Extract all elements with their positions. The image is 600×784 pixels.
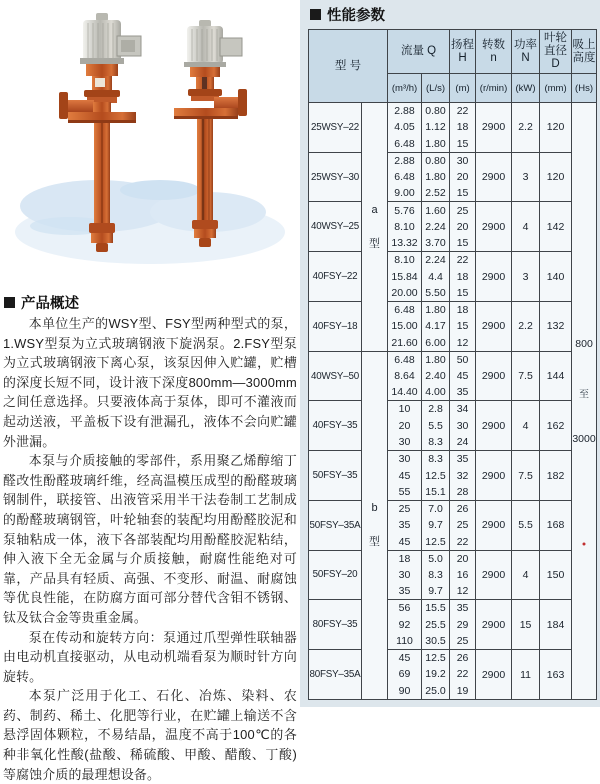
- table-cell-model: 40FSY–18: [309, 301, 362, 351]
- table-cell-power: 4: [512, 202, 540, 252]
- table-cell-flow-m3h: 55: [388, 484, 422, 501]
- table-cell-impeller: 140: [540, 252, 572, 302]
- table-cell-head: 19: [450, 683, 476, 700]
- unit-m3h: (m³/h): [388, 74, 422, 103]
- table-cell-impeller: 162: [540, 401, 572, 451]
- unit-kw: (kW): [512, 74, 540, 103]
- table-cell-flow-m3h: 2.88: [388, 103, 422, 120]
- table-row: [309, 650, 597, 667]
- table-cell-flow-m3h: 45: [388, 534, 422, 551]
- table-cell-head: 15: [450, 318, 476, 335]
- table-cell-flow-ls: 4.17: [422, 318, 450, 335]
- table-cell-head: 32: [450, 467, 476, 484]
- table-row: [309, 252, 597, 269]
- table-cell-flow-ls: 2.24: [422, 219, 450, 236]
- table-cell-flow-ls: 12.5: [422, 650, 450, 667]
- table-cell-impeller: 168: [540, 500, 572, 550]
- table-cell-head: 24: [450, 434, 476, 451]
- table-cell-impeller: 150: [540, 550, 572, 600]
- paragraph: 本泵与介质接触的零部件，系用聚乙烯醇缩丁醛改性酚醛玻璃纤维，经高温模压成型的酚醛玻璃钢制件，联接管、出液管采用半干法卷制工艺制成的酚醛玻璃钢管，叶轮轴套的装配均用酚醛胶泥和泵轴粘成一体，液下各部装配均用酚醛胶泥粘结，伸入液下全无金属与介质接触，耐腐性能绝对可靠，产品具有轻质、高强、不变形、耐温、耐腐蚀等优良性能，在防腐方面可部分替代含钼不锈钢、钛及钛合金等贵重金属。: [3, 453, 297, 625]
- table-cell-head: 34: [450, 401, 476, 418]
- table-cell-flow-m3h: 10: [388, 401, 422, 418]
- overview-heading: [4, 292, 79, 313]
- table-cell-flow-m3h: 6.48: [388, 301, 422, 318]
- table-cell-impeller: 132: [540, 301, 572, 351]
- table-cell-flow-ls: 9.7: [422, 517, 450, 534]
- unit-mm: (mm): [540, 74, 572, 103]
- table-cell-flow-m3h: 30: [388, 451, 422, 468]
- table-cell-flow-m3h: 35: [388, 583, 422, 600]
- table-cell-head: 15: [450, 185, 476, 202]
- table-group-cell: a 型: [362, 103, 388, 352]
- pump-photo: [0, 0, 300, 290]
- table-cell-flow-ls: 25.0: [422, 683, 450, 700]
- table-cell-flow-m3h: 45: [388, 467, 422, 484]
- table-cell-flow-ls: 8.3: [422, 434, 450, 451]
- table-cell-flow-ls: 0.80: [422, 103, 450, 120]
- col-header-impeller: 叶轮 直径 D: [540, 30, 572, 74]
- paragraph: 泵在传动和旋转方向：泵通过爪型弹性联轴器由电动机直接驱动，从电动机端看泵为顺时针方向旋转。: [3, 629, 297, 684]
- table-row: [309, 550, 597, 567]
- table-cell-head: 26: [450, 650, 476, 667]
- table-cell-head: 18: [450, 119, 476, 136]
- table-cell-flow-m3h: 21.60: [388, 335, 422, 352]
- table-cell-flow-m3h: 69: [388, 666, 422, 683]
- table-cell-flow-ls: 1.80: [422, 169, 450, 186]
- print-artifact-dot: [583, 543, 586, 546]
- table-cell-power: 7.5: [512, 351, 540, 401]
- table-cell-flow-m3h: 56: [388, 600, 422, 617]
- table-cell-flow-m3h: 8.10: [388, 219, 422, 236]
- table-cell-impeller: 120: [540, 103, 572, 153]
- table-cell-head: 50: [450, 351, 476, 368]
- table-cell-flow-m3h: 8.64: [388, 368, 422, 385]
- table-cell-head: 22: [450, 252, 476, 269]
- table-cell-flow-m3h: 4.05: [388, 119, 422, 136]
- table-cell-flow-ls: 0.80: [422, 152, 450, 169]
- table-cell-flow-m3h: 6.48: [388, 136, 422, 153]
- table-cell-model: 80FSY–35A: [309, 650, 362, 700]
- table-cell-flow-ls: 6.00: [422, 335, 450, 352]
- col-header-model: 型 号: [309, 30, 388, 103]
- table-cell-flow-ls: 1.80: [422, 136, 450, 153]
- table-cell-flow-ls: 5.5: [422, 417, 450, 434]
- unit-rmin: (r/min): [476, 74, 512, 103]
- table-cell-flow-ls: 15.1: [422, 484, 450, 501]
- table-cell-flow-ls: 5.0: [422, 550, 450, 567]
- table-cell-head: 20: [450, 550, 476, 567]
- performance-table: [308, 29, 597, 700]
- col-header-flow: 流量 Q: [388, 30, 450, 74]
- table-cell-head: 45: [450, 368, 476, 385]
- table-cell-flow-m3h: 20: [388, 417, 422, 434]
- table-cell-power: 2.2: [512, 103, 540, 153]
- table-cell-speed: 2900: [476, 500, 512, 550]
- table-row: [309, 202, 597, 219]
- table-cell-flow-ls: 4.00: [422, 384, 450, 401]
- table-cell-impeller: 120: [540, 152, 572, 202]
- table-cell-head: 22: [450, 534, 476, 551]
- table-cell-flow-ls: 7.0: [422, 500, 450, 517]
- table-cell-power: 7.5: [512, 451, 540, 501]
- section-bullet-icon: [4, 297, 15, 308]
- table-row: [309, 301, 597, 318]
- table-cell-power: 15: [512, 600, 540, 650]
- water-shadow: [15, 180, 285, 264]
- table-cell-head: 22: [450, 103, 476, 120]
- table-cell-flow-ls: 1.80: [422, 351, 450, 368]
- table-row: [309, 451, 597, 468]
- right-panel: [300, 0, 600, 707]
- table-cell-flow-m3h: 18: [388, 550, 422, 567]
- table-cell-flow-ls: 12.5: [422, 467, 450, 484]
- table-cell-flow-m3h: 8.10: [388, 252, 422, 269]
- table-cell-model: 25WSY–30: [309, 152, 362, 202]
- unit-m: (m): [450, 74, 476, 103]
- table-cell-flow-m3h: 15.00: [388, 318, 422, 335]
- table-cell-speed: 2900: [476, 600, 512, 650]
- table-cell-speed: 2900: [476, 401, 512, 451]
- table-cell-head: 25: [450, 517, 476, 534]
- table-cell-head: 15: [450, 235, 476, 252]
- table-row: [309, 500, 597, 517]
- table-cell-flow-ls: 1.12: [422, 119, 450, 136]
- table-cell-speed: 2900: [476, 202, 512, 252]
- table-cell-flow-ls: 1.80: [422, 301, 450, 318]
- col-header-speed: 转数 n: [476, 30, 512, 74]
- table-cell-head: 15: [450, 285, 476, 302]
- table-cell-head: 30: [450, 417, 476, 434]
- table-cell-flow-ls: 30.5: [422, 633, 450, 650]
- table-cell-flow-m3h: 9.00: [388, 185, 422, 202]
- table-cell-flow-ls: 5.50: [422, 285, 450, 302]
- paragraph: 本单位生产的WSY型、FSY型两种型式的泵，1.WSY型泵为立式玻璃钢液下旋涡泵。2.FSY型泵为立式玻璃钢液下离心泵，该泵因伸入贮罐，贮槽的深度长短不同，设计液下深度800mm—3000mm之间任意选择。只要液体高于泵体，即可不灌液而起动送液，平盖板下设有泄漏孔，液体不会向贮罐外泄漏。: [3, 316, 297, 449]
- table-cell-head: 35: [450, 384, 476, 401]
- table-cell-flow-ls: 1.60: [422, 202, 450, 219]
- table-cell-power: 2.2: [512, 301, 540, 351]
- table-cell-head: 35: [450, 600, 476, 617]
- table-row: [309, 152, 597, 169]
- table-cell-head: 22: [450, 666, 476, 683]
- left-panel: [0, 0, 300, 782]
- table-cell-flow-ls: 9.7: [422, 583, 450, 600]
- table-cell-flow-m3h: 110: [388, 633, 422, 650]
- table-cell-flow-m3h: 6.48: [388, 351, 422, 368]
- table-cell-speed: 2900: [476, 301, 512, 351]
- table-row: [309, 600, 597, 617]
- table-cell-speed: 2900: [476, 550, 512, 600]
- table-cell-head: 18: [450, 268, 476, 285]
- overview-text: [3, 314, 297, 784]
- table-cell-flow-m3h: 90: [388, 683, 422, 700]
- pump-illustration: [0, 0, 300, 290]
- table-cell-flow-m3h: 13.32: [388, 235, 422, 252]
- table-cell-impeller: 144: [540, 351, 572, 401]
- table-cell-speed: 2900: [476, 152, 512, 202]
- table-cell-flow-ls: 19.2: [422, 666, 450, 683]
- table-cell-speed: 2900: [476, 650, 512, 700]
- table-cell-model: 40WSY–50: [309, 351, 362, 401]
- table-cell-impeller: 142: [540, 202, 572, 252]
- table-cell-head: 15: [450, 136, 476, 153]
- table-cell-flow-m3h: 30: [388, 434, 422, 451]
- table-cell-flow-m3h: 6.48: [388, 169, 422, 186]
- table-cell-model: 25WSY–22: [309, 103, 362, 153]
- table-cell-flow-m3h: 92: [388, 616, 422, 633]
- table-cell-head: 26: [450, 500, 476, 517]
- table-cell-flow-ls: 8.3: [422, 451, 450, 468]
- table-cell-head: 16: [450, 567, 476, 584]
- table-cell-speed: 2900: [476, 252, 512, 302]
- paragraph: 本泵广泛用于化工、石化、冶炼、染料、农药、制药、稀土、化肥等行业，在贮罐上输送不含悬浮固体颗粒，不易结晶，温度不高于100℃的各种非氧化性酸(盐酸、稀硫酸、甲酸、醋酸、丁酸)等腐蚀介质的最理想设备。: [3, 688, 297, 782]
- overview-heading-label: 产品概述: [21, 296, 79, 312]
- table-cell-speed: 2900: [476, 103, 512, 153]
- table-cell-head: 25: [450, 633, 476, 650]
- table-cell-power: 3: [512, 152, 540, 202]
- table-cell-model: 50FSY–20: [309, 550, 362, 600]
- table-cell-flow-m3h: 25: [388, 500, 422, 517]
- table-cell-power: 11: [512, 650, 540, 700]
- table-cell-flow-ls: 2.40: [422, 368, 450, 385]
- table-cell-power: 4: [512, 401, 540, 451]
- table-cell-model: 50FSY–35A: [309, 500, 362, 550]
- table-cell-flow-ls: 8.3: [422, 567, 450, 584]
- table-cell-flow-m3h: 30: [388, 567, 422, 584]
- table-cell-head: 20: [450, 169, 476, 186]
- table-cell-power: 4: [512, 550, 540, 600]
- section-bullet-icon: [310, 9, 321, 20]
- table-row: [309, 401, 597, 418]
- table-cell-flow-m3h: 35: [388, 517, 422, 534]
- table-cell-flow-m3h: 20.00: [388, 285, 422, 302]
- table-cell-head: 25: [450, 202, 476, 219]
- table-cell-model: 40FSY–35: [309, 401, 362, 451]
- table-cell-model: 40FSY–22: [309, 252, 362, 302]
- table-cell-model: 50FSY–35: [309, 451, 362, 501]
- table-cell-flow-m3h: 14.40: [388, 384, 422, 401]
- table-cell-head: 18: [450, 301, 476, 318]
- table-cell-flow-m3h: 5.76: [388, 202, 422, 219]
- unit-hs: (Hs): [572, 74, 597, 103]
- table-cell-flow-m3h: 2.88: [388, 152, 422, 169]
- table-cell-impeller: 182: [540, 451, 572, 501]
- table-cell-impeller: 184: [540, 600, 572, 650]
- unit-ls: (L/s): [422, 74, 450, 103]
- col-header-head: 扬程 H: [450, 30, 476, 74]
- table-cell-head: 35: [450, 451, 476, 468]
- table-row: [309, 351, 597, 368]
- table-cell-flow-ls: 4.4: [422, 268, 450, 285]
- table-cell-model: 80FSY–35: [309, 600, 362, 650]
- table-cell-head: 28: [450, 484, 476, 501]
- table-cell-head: 12: [450, 335, 476, 352]
- table-cell-head: 12: [450, 583, 476, 600]
- table-cell-flow-m3h: 45: [388, 650, 422, 667]
- table-row: [309, 103, 597, 120]
- table-cell-speed: 2900: [476, 351, 512, 401]
- table-cell-flow-ls: 15.5: [422, 600, 450, 617]
- params-heading-label: 性能参数: [327, 8, 385, 24]
- table-cell-flow-m3h: 15.84: [388, 268, 422, 285]
- table-group-cell: b 型: [362, 351, 388, 699]
- table-cell-model: 40WSY–25: [309, 202, 362, 252]
- table-cell-flow-ls: 2.24: [422, 252, 450, 269]
- table-cell-flow-ls: 2.52: [422, 185, 450, 202]
- table-cell-impeller: 163: [540, 650, 572, 700]
- table-cell-head: 30: [450, 152, 476, 169]
- table-cell-suction: 800 至 3000: [572, 103, 597, 700]
- table-cell-flow-ls: 25.5: [422, 616, 450, 633]
- table-cell-flow-ls: 3.70: [422, 235, 450, 252]
- table-cell-speed: 2900: [476, 451, 512, 501]
- table-cell-flow-ls: 2.8: [422, 401, 450, 418]
- table-cell-power: 5.5: [512, 500, 540, 550]
- table-cell-flow-ls: 12.5: [422, 534, 450, 551]
- params-table-body: [309, 103, 597, 700]
- col-header-suction: 吸上 高度: [572, 30, 597, 74]
- table-cell-head: 20: [450, 219, 476, 236]
- table-cell-power: 3: [512, 252, 540, 302]
- table-cell-head: 29: [450, 616, 476, 633]
- params-heading: [310, 4, 385, 25]
- col-header-power: 功率 N: [512, 30, 540, 74]
